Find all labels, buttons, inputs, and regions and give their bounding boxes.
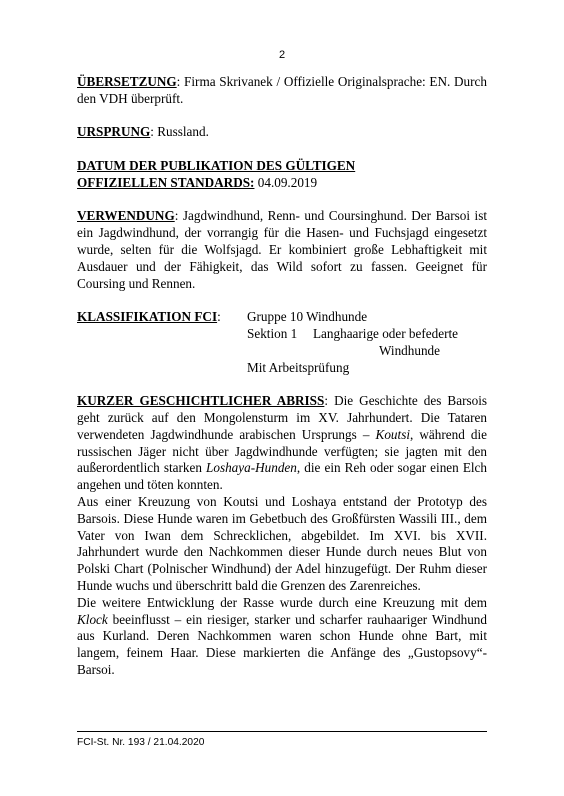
koutsi-term: Koutsi <box>375 426 410 442</box>
utilization-section <box>77 208 487 292</box>
history-paragraph-3: Die weitere Entwicklung der Rasse wurde durch eine Kreuzung mit dem Klock beeinflusst – ein riesiger, starker und scharfer rauhaariger Windhund aus Kurland. Deren Nachkommen waren schon Hunde ohne Bart, mit langem, feinem Haar. Diese markierten die Anfänge des „Gustopsovy“-Barsoi. <box>77 594 487 677</box>
origin-section <box>77 124 487 141</box>
footer-reference: FCI-St. Nr. 193 / 21.04.2020 <box>77 737 205 748</box>
classification-group: Gruppe 10 Windhunde <box>247 309 368 325</box>
history-heading: KURZER GESCHICHTLICHER ABRISS <box>77 393 325 409</box>
translation-text: : Firma Skrivanek / Offizielle Originalsprache: EN. Durch den VDH überprüft. <box>77 74 487 106</box>
publication-section <box>77 158 487 192</box>
origin-heading: URSPRUNG <box>77 124 151 140</box>
classification-section-row <box>247 326 487 360</box>
classification-section-text-2: Windhunde <box>379 342 440 358</box>
history-paragraph-2: Aus einer Kreuzung von Koutsi und Loshaya entstand der Prototyp des Barsois. Diese Hunde waren im Gebetbuch des Großfürsten Wassili III., dem Vater von Iwan dem Schrecklichen, abgebildet. Im XVI. bis XVII. Jahrhundert wurde den Nachkommen dieser Hunde durch neues Blut von Polski Chart (Polnischer Windhund) der Adel hinzugefügt. Der Ruhm dieser Hunde wuchs und überschritt bald die Grenzen des Zarenreiches. <box>77 493 487 593</box>
publication-heading-line2: OFFIZIELLEN STANDARDS: <box>77 174 255 190</box>
footer-divider <box>77 731 487 732</box>
origin-text: : Russland. <box>150 124 209 140</box>
history-paragraph-1: KURZER GESCHICHTLICHER ABRISS: Die Geschichte des Barsois geht zurück auf den Mongolensturm im XV. Jahrhundert. Die Tataren verwendeten Jagdwindhunde arabischen Ursprungs – Koutsi, während die russischen Jäger nicht über Jagdwindhunde verfügten; sie jagten mit den außerordentlich starken Loshaya-Hunden, die ein Reh oder sogar einen Elch angehen und töten konnten. <box>77 393 488 493</box>
classification-colon: : <box>217 309 221 325</box>
classification-section <box>77 309 487 376</box>
classification-section-label: Sektion 1 <box>247 325 298 341</box>
publication-date: 04.09.2019 <box>254 174 318 190</box>
classification-heading: KLASSIFIKATION FCI <box>77 309 218 325</box>
translation-heading: ÜBERSETZUNG <box>77 74 177 89</box>
utilization-heading: VERWENDUNG <box>77 208 175 224</box>
page-number: 2 <box>278 49 286 61</box>
classification-working-trial: Mit Arbeitsprüfung <box>247 359 350 375</box>
translation-section <box>77 74 487 108</box>
classification-section-text-1: Langhaarige oder befederte <box>313 325 458 341</box>
publication-heading-line1: DATUM DER PUBLIKATION DES GÜLTIGEN <box>77 157 356 173</box>
klock-term: Klock <box>77 611 108 627</box>
standard-content <box>77 74 487 679</box>
utilization-text: : Jagdwindhund, Renn- und Coursinghund. Der Barsoi ist ein Jagdwindhund, der vorrangig für die Hasen- und Fuchsjagd eingesetzt wurde, selten für die Wolfsjagd. Er kombiniert große Lebhaftigkeit mit Ausdauer und der Fähigkeit, das Wild sofort zu fassen. Geeignet für Coursing und Rennen. <box>77 208 487 291</box>
loshaya-term: Loshaya-Hunden <box>206 460 297 476</box>
